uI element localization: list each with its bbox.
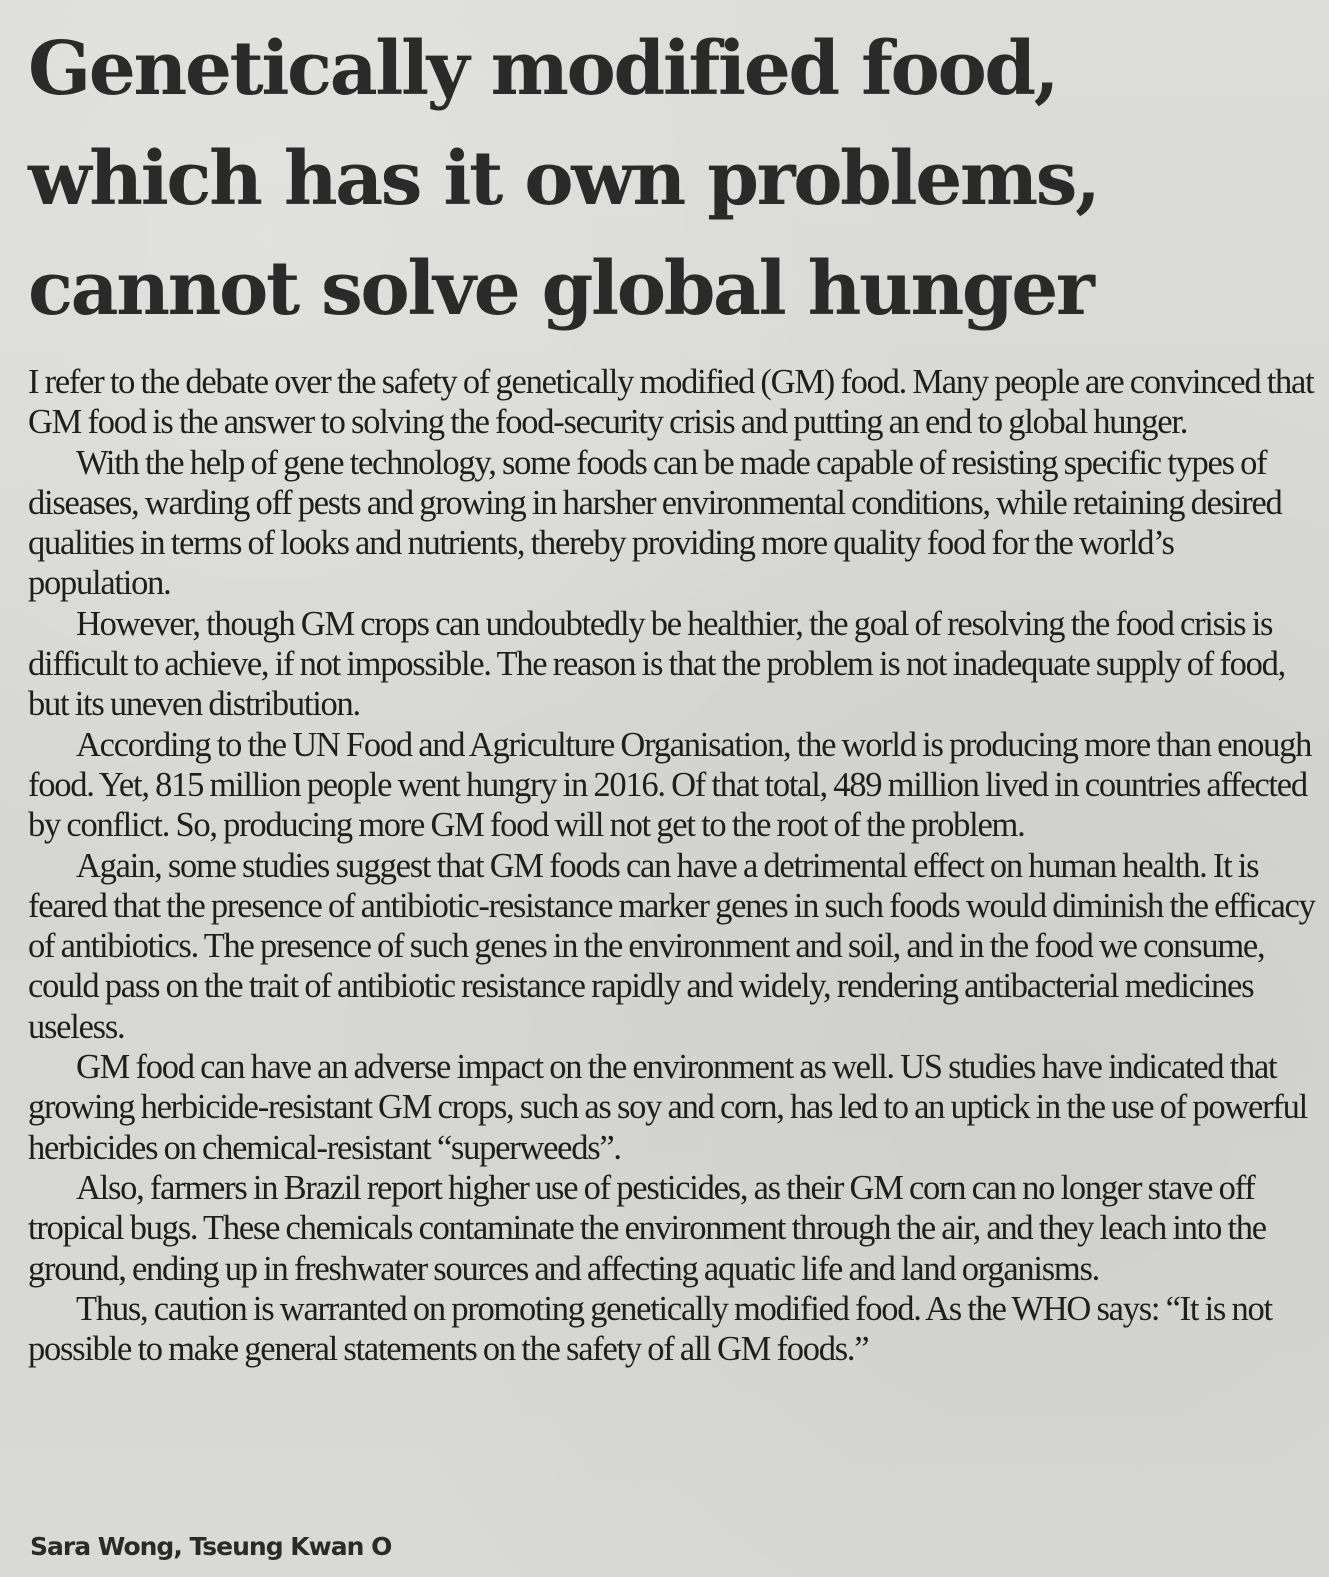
headline bbox=[28, 14, 1298, 344]
paragraph-4: According to the UN Food and Agriculture Organisation, the world is producing more than enough food. Yet, 815 million people went hungry in 2016. Of that total, 489 million lived in countries affected by conflict. So, producing more GM food will not get to the root of the problem. bbox=[28, 725, 1312, 845]
paragraph-6: GM food can have an adverse impact on the environment as well. US studies have indicated that growing herbicide-resistant GM crops, such as soy and corn, has led to an uptick in the use of powerful herbicides on chemical-resistant “superweeds”. bbox=[28, 1048, 1307, 1167]
paragraph-7: Also, farmers in Brazil report higher use of pesticides, as their GM corn can no longer stave off tropical bugs. These chemicals contaminate the environment through the air, and they leach into the ground, ending up in freshwater sources and affecting aquatic life and land organisms. bbox=[28, 1168, 1266, 1288]
paragraph-2: With the help of gene technology, some foods can be made capable of resisting specific types of diseases, warding off pests and growing in harsher environmental conditions, while retaining desired qualities in terms of looks and nutrients, thereby providing more quality food for the world’s population. bbox=[28, 443, 1282, 603]
article-body bbox=[28, 362, 1318, 1369]
headline-line-2: which has it own problems, bbox=[28, 136, 1099, 222]
headline-line-1: Genetically modified food, bbox=[28, 26, 1058, 112]
paragraph-8: Thus, caution is warranted on promoting genetically modified food. As the WHO says: “It is not possible to make general statements on the safety of all GM foods.” bbox=[28, 1289, 1272, 1369]
author-byline: Sara Wong, Tseung Kwan O bbox=[30, 1532, 392, 1561]
paragraph-3: However, though GM crops can undoubtedly be healthier, the goal of resolving the food crisis is difficult to achieve, if not impossible. The reason is that the problem is not inadequate supply of food, but its uneven distribution. bbox=[28, 604, 1286, 724]
paragraph-1: I refer to the debate over the safety of genetically modified (GM) food. Many people are convinced that GM food is the answer to solving the food-security crisis and putting an end to global hunger. bbox=[28, 363, 1314, 442]
headline-line-3: cannot solve global hunger bbox=[28, 246, 1093, 332]
paragraph-5: Again, some studies suggest that GM foods can have a detrimental effect on human health. It is feared that the presence of antibiotic-resistance marker genes in such foods would diminish the efficacy of antibiotics. The presence of such genes in the environment and soil, and in the food we consume, could pass on the trait of antibiotic resistance rapidly and widely, rendering antibacterial medicines useless. bbox=[28, 846, 1315, 1046]
